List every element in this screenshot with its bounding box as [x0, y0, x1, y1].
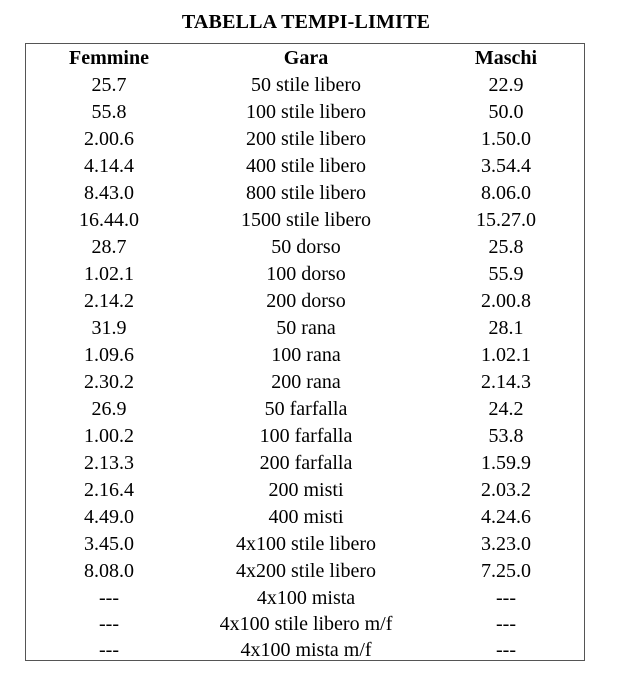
cell-femmine: 2.14.2	[84, 290, 134, 312]
cell-maschi: 1.50.0	[481, 128, 531, 150]
cell-maschi: ---	[496, 587, 516, 609]
cell-maschi: 28.1	[488, 317, 524, 339]
cell-femmine: 28.7	[91, 236, 127, 258]
cell-gara: 100 dorso	[266, 263, 346, 285]
table-row	[26, 369, 584, 396]
cell-maschi: 22.9	[488, 74, 524, 96]
table-row	[26, 153, 584, 180]
cell-femmine: 4.14.4	[84, 155, 134, 177]
cell-gara: 4x100 stile libero m/f	[219, 613, 393, 635]
cell-femmine: 1.09.6	[84, 344, 134, 366]
cell-maschi: 1.02.1	[481, 344, 531, 366]
table-row	[26, 611, 584, 638]
table-title: TABELLA TEMPI-LIMITE	[181, 11, 431, 33]
header-femmine: Femmine	[69, 47, 149, 69]
header-maschi: Maschi	[474, 47, 538, 69]
cell-maschi: 3.54.4	[481, 155, 531, 177]
cell-femmine: 26.9	[91, 398, 127, 420]
cell-maschi: 1.59.9	[481, 452, 531, 474]
cell-maschi: 24.2	[488, 398, 524, 420]
cell-gara: 4x100 mista	[256, 587, 356, 609]
cell-maschi: ---	[496, 613, 516, 635]
cell-femmine: 16.44.0	[79, 209, 139, 231]
header-gara: Gara	[283, 47, 329, 69]
cell-maschi: 55.9	[488, 263, 524, 285]
cell-gara: 200 dorso	[266, 290, 346, 312]
cell-femmine: 1.00.2	[84, 425, 134, 447]
table-row	[26, 558, 584, 585]
cell-gara: 4x100 stile libero	[236, 533, 376, 555]
table-row	[26, 99, 584, 126]
table-row	[26, 342, 584, 369]
cell-gara: 50 dorso	[271, 236, 341, 258]
table-row	[26, 637, 584, 664]
cell-femmine: 2.30.2	[84, 371, 134, 393]
table-row	[26, 450, 584, 477]
cell-femmine: 31.9	[91, 317, 127, 339]
cell-gara: 50 farfalla	[264, 398, 348, 420]
cell-gara: 200 rana	[271, 371, 341, 393]
cell-gara: 200 misti	[268, 479, 344, 501]
cell-gara: 50 stile libero	[251, 74, 361, 96]
cell-maschi: 25.8	[488, 236, 524, 258]
cell-femmine: 4.49.0	[84, 506, 134, 528]
cell-femmine: 8.08.0	[84, 560, 134, 582]
cell-gara: 1500 stile libero	[241, 209, 371, 231]
cell-gara: 100 farfalla	[259, 425, 353, 447]
cell-gara: 100 stile libero	[246, 101, 366, 123]
table-row	[26, 288, 584, 315]
table-row	[26, 261, 584, 288]
cell-femmine: ---	[99, 587, 119, 609]
table-row	[26, 72, 584, 99]
cell-gara: 400 misti	[268, 506, 344, 528]
cell-femmine: 8.43.0	[84, 182, 134, 204]
cell-maschi: 7.25.0	[481, 560, 531, 582]
cell-maschi: 4.24.6	[481, 506, 531, 528]
cell-gara: 200 stile libero	[246, 128, 366, 150]
cell-maschi: 50.0	[488, 101, 524, 123]
cell-maschi: 2.03.2	[481, 479, 531, 501]
table-row	[26, 234, 584, 261]
table-row	[26, 531, 584, 558]
table-row	[26, 126, 584, 153]
cell-maschi: 8.06.0	[481, 182, 531, 204]
table-row	[26, 585, 584, 612]
cell-femmine: 2.13.3	[84, 452, 134, 474]
table-row	[26, 504, 584, 531]
cell-femmine: 2.16.4	[84, 479, 134, 501]
cell-femmine: 1.02.1	[84, 263, 134, 285]
table-row	[26, 207, 584, 234]
cell-maschi: ---	[496, 639, 516, 661]
cell-maschi: 3.23.0	[481, 533, 531, 555]
table-row	[26, 396, 584, 423]
cell-gara: 800 stile libero	[246, 182, 366, 204]
table-row	[26, 180, 584, 207]
cell-gara: 4x100 mista m/f	[240, 639, 372, 661]
cell-femmine: 25.7	[91, 74, 127, 96]
cell-gara: 50 rana	[276, 317, 336, 339]
cell-gara: 400 stile libero	[246, 155, 366, 177]
table-row	[26, 477, 584, 504]
cell-maschi: 15.27.0	[476, 209, 536, 231]
cell-femmine: 3.45.0	[84, 533, 134, 555]
table-row	[26, 315, 584, 342]
table-header-row	[26, 45, 584, 72]
cell-gara: 200 farfalla	[259, 452, 353, 474]
cell-gara: 4x200 stile libero	[236, 560, 376, 582]
cell-femmine: ---	[99, 613, 119, 635]
cell-maschi: 2.00.8	[481, 290, 531, 312]
cell-femmine: ---	[99, 639, 119, 661]
cell-maschi: 2.14.3	[481, 371, 531, 393]
table-row	[26, 423, 584, 450]
cell-maschi: 53.8	[488, 425, 524, 447]
cell-gara: 100 rana	[271, 344, 341, 366]
cell-femmine: 55.8	[91, 101, 127, 123]
cell-femmine: 2.00.6	[84, 128, 134, 150]
